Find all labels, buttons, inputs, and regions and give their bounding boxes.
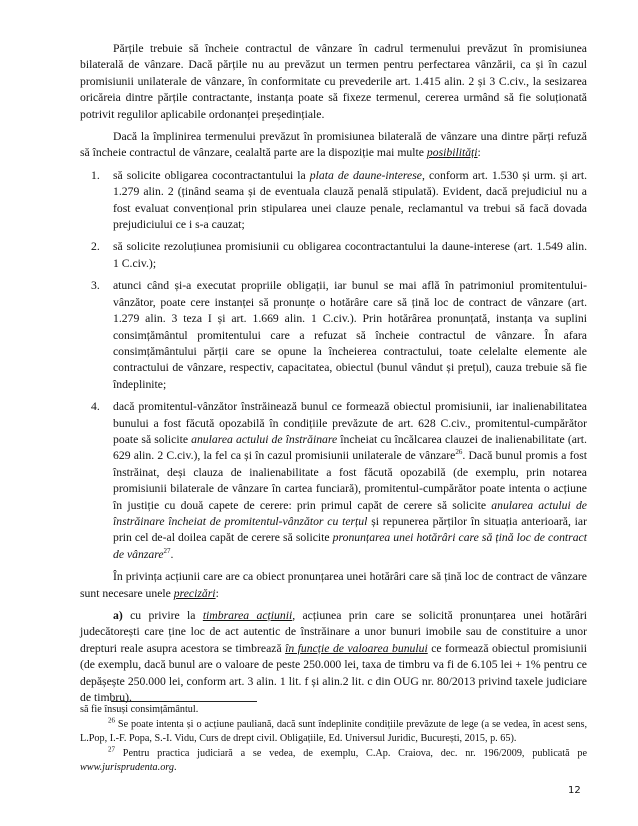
body-text [80, 41, 587, 712]
emphasis-stamp-duty: timbrarea acțiunii [202, 609, 293, 622]
emphasis-annulment-third-party: anularea actului de înstrăinare încheiat de promitentul-vânzător cu terțul [113, 498, 587, 528]
paragraph-stamp-duty: a) cu privire la timbrarea acțiunii, acțiunea prin care se solicită pronunțarea unei hotărâri judecătorești care ține loc de act autentic de înstrăinare a unor bunuri imobile sau de constituire a unor drepturi reale asupra acestora se timbrează în funcție de valoarea bunului ce formează obiectul promisiunii (de exemplu, dacă bunul are o valoare de peste 250.000 lei, taxa de timbru va fi de 6.105 lei + 1% pentru ce depășește 250.000 lei, conform art. 3 alin. 1 lit. f și alin.2 lit. c din OUG nr. 80/2013 privind taxele judiciare de timbru). [80, 609, 587, 705]
list-item-2: 2. să solicite rezoluțiunea promisiunii cu obligarea cocontractantului la daune-interese (art. 1.549 alin. 1 C.civ.); [91, 240, 587, 270]
list-number: 1. [91, 168, 100, 182]
footnote-26: $^{26}$ Se poate intenta și o acțiune pauliană, dacă sunt îndeplinite condițiile prevăzute de lege (a se vedea, în acest sens, L.Pop, I.-F. Popa, S.-I. Vidu, Curs de drept civil. Obligațiile, Ed. Universul Juridic, București, 2015, p. 65). [80, 716, 587, 745]
emphasis-annulment: anularea actului de înstrăinare [191, 432, 338, 446]
paragraph-term-contract: Părțile trebuie să încheie contractul de vânzare în cadrul termenului prevăzut în promisiunea bilaterală de vânzare. Dacă părțile nu au prevăzut un termen pentru perfectarea vânzării, ca și în cazul promisiunii unilaterale de vânzare, în conformitate cu prevederile art. 1.415 alin. 2 și 3 C.civ., la sesizarea oricăreia dintre părțile contractante, instanța poate să fixeze termenul, cererea urmând să fie soluționată potrivit regulilor aplicabile ordonanței președințiale. [80, 42, 587, 121]
paragraph-options-intro: Dacă la împlinirea termenului prevăzut în promisiunea bilaterală de vânzare una dintre părți refuză să încheie contractul de vânzare, cealaltă parte are la dispoziție mai multe posibilități: [80, 130, 587, 160]
options-list [80, 168, 587, 563]
footnote-carryover: să fie însuși consimțământul. [80, 704, 199, 715]
page-number: 12 [568, 785, 581, 796]
emphasis-damages: plata de daune-interese [309, 168, 422, 182]
footnote-ref-27[interactable]: 27 [163, 546, 171, 555]
list-number: 2. [91, 240, 100, 254]
emphasis-judgment: pronunțarea unei hotărâri care să țină loc de contract de vânzare [113, 531, 587, 561]
website-link[interactable]: www.jurisprudenta.org [80, 762, 174, 774]
emphasis-possibilities: posibilități [426, 146, 478, 160]
item-marker-a: a) [113, 609, 123, 622]
footnote-ref-26[interactable]: 26 [455, 448, 463, 457]
paragraph-clarifications-intro: În privința acțiunii care are ca obiect pronunțarea unei hotărâri care să țină loc de contract de vânzare sunt necesare unele precizări: [80, 570, 587, 600]
footnote-number: 27 [108, 745, 115, 754]
footnotes [80, 703, 587, 776]
list-number: 4. [91, 400, 100, 414]
footnote-separator [111, 701, 257, 702]
footnote-27: $^{27}$ Pentru practica judiciară a se vedea, de exemplu, C.Ap. Craiova, dec. nr. 196/2009, publicată pe www.jurisprudenta.org. [80, 745, 587, 774]
emphasis-clarifications: precizări [173, 586, 216, 600]
footnote-number: 26 [108, 716, 115, 725]
list-number: 3. [91, 279, 100, 293]
list-item-1: 1. să solicite obligarea cocontractantului la plata de daune-interese, conform art. 1.530 și urm. și art. 1.279 alin. 2 (ținând seama și de eventuala clauză penală stipulată). Evident, dacă prejudiciul nu a fost evaluat convențional prin stipularea unei clauze penale, reclamantul va trebui să facă dovada prejudiciului ce i s-a cauzat; [91, 168, 587, 232]
emphasis-property-value: în funcție de valoarea bunului [285, 641, 428, 655]
list-item-3: 3. atunci când și-a executat propriile obligații, iar bunul se mai află în patrimoniul promitentului-vânzător, poate cere instanței să pronunțe o hotărâre care să țină loc de contract de vânzare (art. 1.279 alin. 3 teza I și art. 1.669 alin. 1 C.civ.). Prin hotărârea pronunțată, instanța va suplini consimțământul promitentului care a refuzat să încheie contractul de vânzare. În afara consimțământului părții care se opune la încheierea contractului, toate celelalte elemente ale contractului de vânzare, respectiv, capacitatea, obiectul (bunul vândut și prețul), cauza trebuie să fie îndeplinite; [91, 279, 587, 391]
list-item-4: 4. dacă promitentul-vânzător înstrăinează bunul ce formează obiectul promisiunii, iar inalienabilitatea bunului a fost făcută opozabilă în condițiile prevăzute de art. 628 C.civ., promitentul-cumpărător poate să solicite anularea actului de înstrăinare încheiat cu încălcarea clauzei de inalienabilitate (art. 629 alin. 2 C.civ.), la fel ca și în cazul promisiunii unilaterale de vânzare$^{26}$. Dacă bunul promis a fost înstrăinat, deși clauza de inalienabilitate a fost făcută opozabilă (de exemplu, prin notarea promisiunii bilaterale de vânzare în cartea funciară), promitentul-cumpărător poate intenta o acțiune în justiție cu două capete de cerere: prin primul capăt de cerere să solicite anularea actului de înstrăinare încheiat de promitentul-vânzător cu terțul și repunerea părților în situația anterioară, iar prin cel de-al doilea capăt de cerere să solicite pronunțarea unei hotărâri care să țină loc de contract de vânzare$^{27}$. [91, 400, 588, 561]
